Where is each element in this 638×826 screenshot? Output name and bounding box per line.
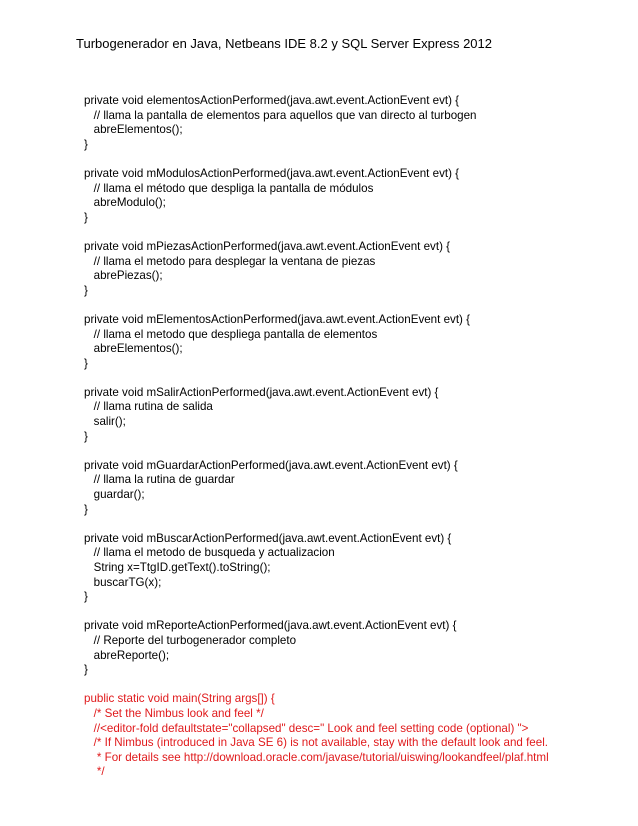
code-line: // llama el método que despliga la pantalla de módulos <box>84 181 374 195</box>
blank-line <box>84 371 624 386</box>
code-line: /* If Nimbus (introduced in Java SE 6) is not available, stay with the default look and feel. <box>84 736 548 750</box>
code-line: abrePiezas(); <box>84 269 163 283</box>
code-line: // llama el metodo que despliega pantalla de elementos <box>84 327 378 341</box>
code-line: // llama el metodo para desplegar la ventana de piezas <box>84 254 376 268</box>
blank-line <box>84 678 624 693</box>
code-line: } <box>84 502 88 516</box>
blank-line <box>84 152 624 167</box>
code-line: abreElementos(); <box>84 123 183 137</box>
blank-line <box>84 225 624 240</box>
code-line: } <box>84 210 88 224</box>
code-line: public static void main(String args[]) { <box>84 692 275 706</box>
code-line: // llama rutina de salida <box>84 400 213 414</box>
code-line: } <box>84 356 88 370</box>
code-line: salir(); <box>84 415 126 429</box>
code-line: buscarTG(x); <box>84 575 162 589</box>
code-line: } <box>84 429 88 443</box>
code-line: abreElementos(); <box>84 342 183 356</box>
code-line: } <box>84 137 88 151</box>
code-line: private void mPiezasActionPerformed(java.awt.event.ActionEvent evt) { <box>84 239 451 253</box>
code-line: private void mGuardarActionPerformed(java.awt.event.ActionEvent evt) { <box>84 458 458 472</box>
code-line: private void mBuscarActionPerformed(java.awt.event.ActionEvent evt) { <box>84 531 452 545</box>
code-block <box>84 94 624 780</box>
code-line: } <box>84 590 88 604</box>
code-line: // llama la rutina de guardar <box>84 473 235 487</box>
code-line: abreModulo(); <box>84 196 166 210</box>
code-line: guardar(); <box>84 488 145 502</box>
code-line: private void mModulosActionPerformed(java.awt.event.ActionEvent evt) { <box>84 166 460 180</box>
code-line: abreReporte(); <box>84 648 170 662</box>
code-line: */ <box>84 765 105 779</box>
code-line: private void mReporteActionPerformed(java.awt.event.ActionEvent evt) { <box>84 619 457 633</box>
code-line: private void mElementosActionPerformed(java.awt.event.ActionEvent evt) { <box>84 312 470 326</box>
code-line: private void elementosActionPerformed(java.awt.event.ActionEvent evt) { <box>84 94 460 107</box>
code-line: /* Set the Nimbus look and feel */ <box>84 706 264 720</box>
code-line: //<editor-fold defaultstate="collapsed" desc=" Look and feel setting code (optional) "> <box>84 721 529 735</box>
blank-line <box>84 517 624 532</box>
code-line: * For details see http://download.oracle.com/javase/tutorial/uiswing/lookandfeel/plaf.html <box>84 750 549 764</box>
code-line: } <box>84 283 88 297</box>
blank-line <box>84 605 624 620</box>
code-line: // llama la pantalla de elementos para aquellos que van directo al turbogen <box>84 108 477 122</box>
blank-line <box>84 444 624 459</box>
page-header: Turbogenerador en Java, Netbeans IDE 8.2 y SQL Server Express 2012 <box>76 36 492 51</box>
code-line: private void mSalirActionPerformed(java.awt.event.ActionEvent evt) { <box>84 385 439 399</box>
code-line: // llama el metodo de busqueda y actualizacion <box>84 546 335 560</box>
code-line: } <box>84 663 88 677</box>
blank-line <box>84 298 624 313</box>
code-line: // Reporte del turbogenerador completo <box>84 633 297 647</box>
code-line: String x=TtgID.getText().toString(); <box>84 561 271 574</box>
